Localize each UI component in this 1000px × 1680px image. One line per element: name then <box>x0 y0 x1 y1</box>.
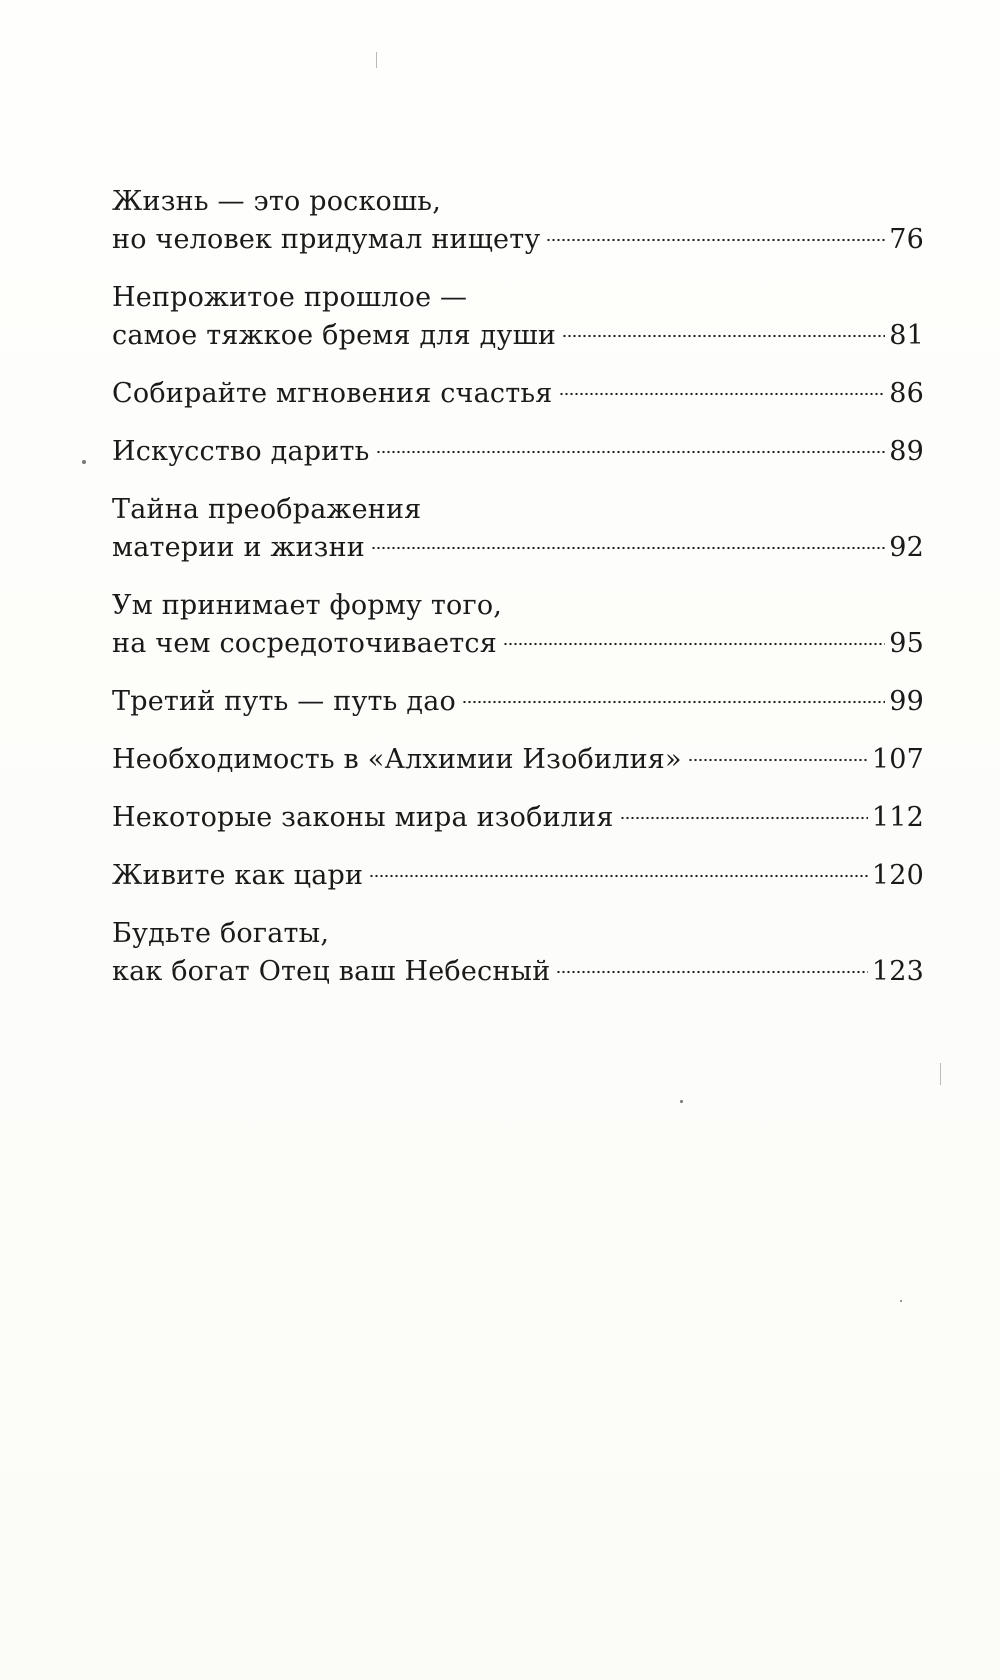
toc-entry <box>112 433 924 471</box>
paper-speck <box>680 1100 683 1103</box>
toc-entry-title: материи и жизни <box>112 532 366 563</box>
toc-entry-title: Третий путь — путь дао <box>112 686 456 717</box>
paper-speck <box>900 1300 902 1302</box>
paper-scratch <box>940 1063 941 1085</box>
table-of-contents <box>112 183 924 1011</box>
toc-page-number: 123 <box>871 956 924 987</box>
toc-entry-title: на чем сосредоточивается <box>112 628 497 659</box>
dot-leader <box>620 816 868 820</box>
toc-entry-last-line <box>112 317 924 355</box>
toc-entry-last-line <box>112 799 924 837</box>
toc-entry-last-line <box>112 625 924 663</box>
dot-leader <box>546 238 885 242</box>
toc-entry-title: Собирайте мгновения счастья <box>112 378 553 409</box>
toc-page-number: 107 <box>871 744 924 775</box>
dot-leader <box>688 758 868 762</box>
paper-speck <box>82 460 86 464</box>
toc-page-number: 99 <box>889 686 924 717</box>
dot-leader <box>559 392 886 396</box>
toc-entry-last-line <box>112 529 924 567</box>
dot-leader <box>369 874 868 878</box>
toc-entry-title: как богат Отец ваш Небесный <box>112 956 551 987</box>
dot-leader <box>371 546 885 550</box>
toc-entry <box>112 741 924 779</box>
toc-entry-last-line <box>112 683 924 721</box>
toc-entry <box>112 915 924 991</box>
toc-entry-title: но человек придумал нищету <box>112 224 541 255</box>
toc-entry <box>112 857 924 895</box>
toc-entry-title: Живите как цари <box>112 860 364 891</box>
toc-entry-title: Некоторые законы мира изобилия <box>112 802 614 833</box>
toc-entry-title: Искусство дарить <box>112 436 370 467</box>
toc-entry <box>112 587 924 663</box>
toc-entry-title-line: Непрожитое прошлое — <box>112 282 468 313</box>
toc-entry <box>112 183 924 259</box>
toc-entry <box>112 799 924 837</box>
paper-scratch <box>376 52 377 68</box>
toc-entry-title: Необходимость в «Алхимии Изобилия» <box>112 744 682 775</box>
dot-leader <box>556 970 867 974</box>
toc-page-number: 112 <box>871 802 924 833</box>
toc-entry <box>112 491 924 567</box>
toc-entry <box>112 279 924 355</box>
toc-entry <box>112 683 924 721</box>
toc-page-number: 81 <box>889 320 924 351</box>
toc-entry-last-line <box>112 375 924 413</box>
dot-leader <box>562 334 885 338</box>
toc-page-number: 92 <box>889 532 924 563</box>
toc-page-number: 86 <box>889 378 924 409</box>
toc-entry-title-line: Жизнь — это роскошь, <box>112 186 441 217</box>
dot-leader <box>462 700 885 704</box>
dot-leader <box>376 450 886 454</box>
toc-page-number: 76 <box>889 224 924 255</box>
toc-entry <box>112 375 924 413</box>
toc-page-number: 120 <box>871 860 924 891</box>
toc-entry-last-line <box>112 741 924 779</box>
toc-entry-last-line <box>112 433 924 471</box>
toc-entry-title-line: Будьте богаты, <box>112 918 330 949</box>
toc-entry-last-line <box>112 857 924 895</box>
toc-entry-last-line <box>112 221 924 259</box>
toc-entry-title-line: Тайна преображения <box>112 494 422 525</box>
toc-entry-last-line <box>112 953 924 991</box>
toc-entry-title-line: Ум принимает форму того, <box>112 590 503 621</box>
toc-page-number: 95 <box>889 628 924 659</box>
toc-entry-title: самое тяжкое бремя для души <box>112 320 557 351</box>
toc-page-number: 89 <box>889 436 924 467</box>
dot-leader <box>503 642 885 646</box>
